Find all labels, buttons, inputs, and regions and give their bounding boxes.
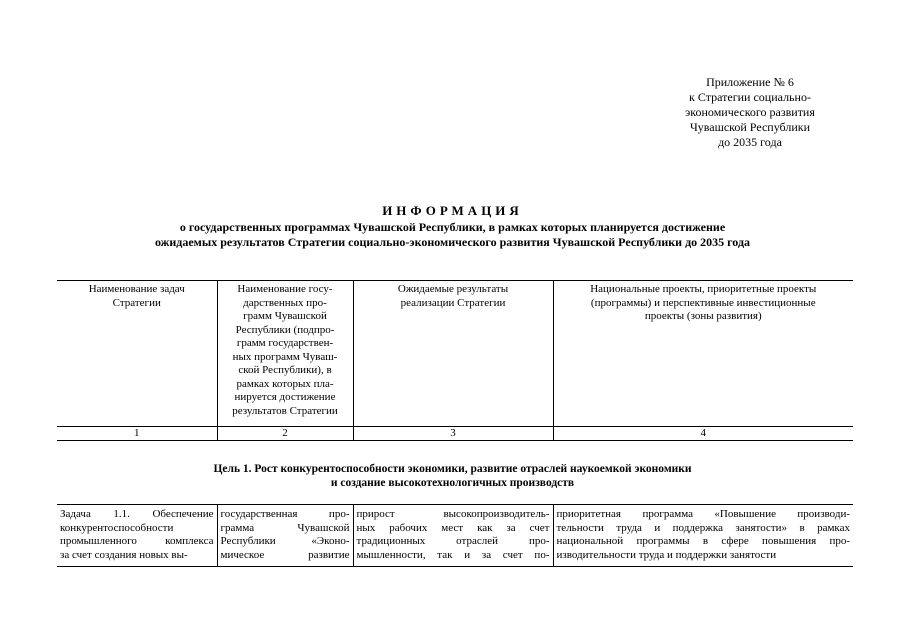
- appendix-note: [655, 75, 845, 150]
- result-cell: прирост высокопроизводитель- ных рабочих мест как за счет традиционных отраслей про- мышленности, так и за счет по-: [353, 505, 553, 567]
- header-cell-projects: Национальные проекты, приоритетные проекты (программы) и перспективные инвестиционные проекты (зоны развития): [553, 281, 853, 427]
- appendix-line: Приложение № 6: [706, 75, 794, 89]
- appendix-line: до 2035 года: [718, 135, 782, 149]
- goal-line-2: и создание высокотехнологичных производств: [330, 477, 575, 489]
- project-cell: приоритетная программа «Повышение производи- тельности труда и поддержка занятости» в рамках национальной программы в сфере повышения про- изводительности труда и поддержки занятости: [553, 505, 853, 567]
- column-number: 4: [553, 427, 853, 441]
- header-row: [57, 281, 853, 427]
- column-number: 1: [57, 427, 217, 441]
- task-cell: Задача 1.1. Обеспечение конкурентоспособности промышленного комплекса за счет создания новых вы-: [57, 505, 217, 567]
- title-main: ИНФОРМАЦИЯ: [382, 203, 523, 218]
- appendix-line: экономического развития: [685, 105, 815, 119]
- title-line-2: ожидаемых результатов Стратегии социально-экономического развития Чувашской Республики до 2035 года: [154, 235, 751, 249]
- header-cell-programs: Наименование госу- дарственных про- грамм Чувашской Республики (подпро- грамм государствен- ных программ Чуваш- ской Республики), в рамках которых пла- нируется достижение результатов Стратегии: [217, 281, 353, 427]
- table-row: [57, 505, 853, 567]
- content-table: [57, 504, 853, 567]
- header-table: [57, 280, 853, 441]
- program-cell: государственная про- грамма Чувашской Республики «Эконо- мическое развитие: [217, 505, 353, 567]
- column-number: 2: [217, 427, 353, 441]
- column-number-row: [57, 427, 853, 441]
- column-number: 3: [353, 427, 553, 441]
- header-cell-tasks: Наименование задач Стратегии: [57, 281, 217, 427]
- title-line-1: о государственных программах Чувашской Республики, в рамках которых планируется достижение: [179, 220, 726, 234]
- goal-heading: [60, 462, 845, 490]
- header-cell-results: Ожидаемые результаты реализации Стратегии: [353, 281, 553, 427]
- appendix-line: Чувашской Республики: [689, 120, 811, 134]
- document-title: [60, 203, 845, 250]
- goal-line-1: Цель 1. Рост конкурентоспособности экономики, развитие отраслей наукоемкой экономики: [213, 463, 692, 475]
- appendix-line: к Стратегии социально-: [689, 90, 811, 104]
